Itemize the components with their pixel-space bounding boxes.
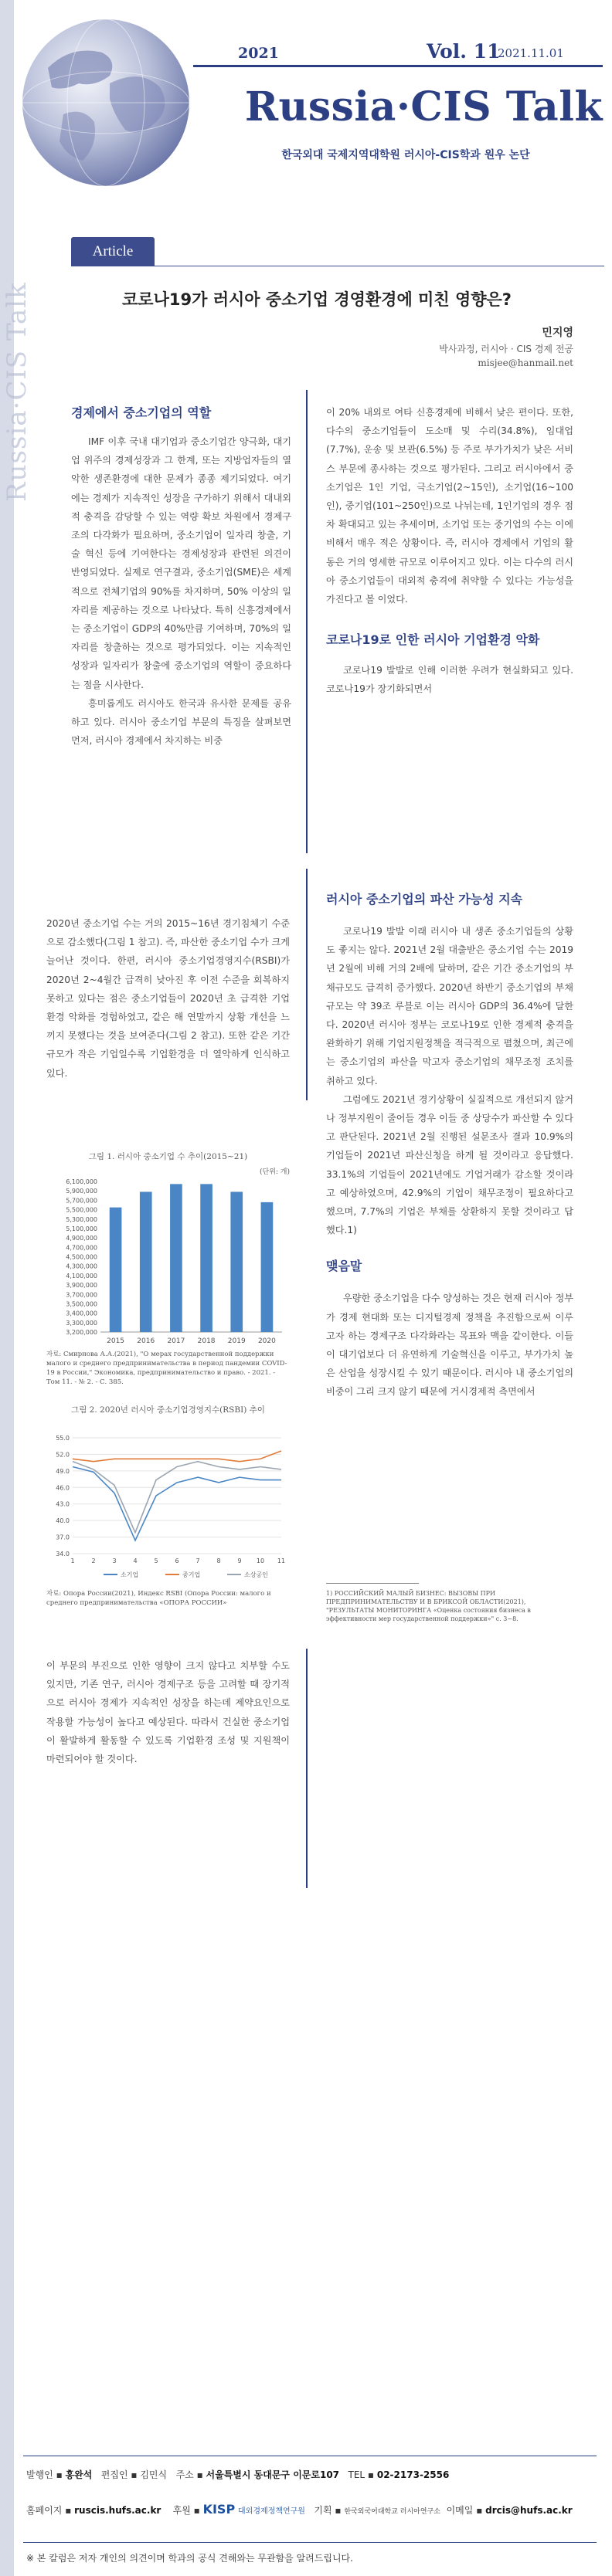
homepage-link[interactable]: ruscis.hufs.ac.kr (74, 2505, 162, 2516)
author-email[interactable]: misjee@hanmail.net (478, 358, 573, 368)
figure1-caption: 그림 1. 러시아 중소기업 수 추이(2015~21) (88, 1152, 248, 1161)
x-tick-label: 5 (154, 1557, 158, 1564)
issue-year: 2021 (238, 45, 279, 62)
figure1-unit: (단위: 개) (260, 1168, 290, 1176)
series-line (73, 1462, 281, 1533)
tel-label: TEL (348, 2469, 366, 2480)
x-tick-label: 2018 (197, 1337, 216, 1345)
legend-label: 중기업 (182, 1571, 201, 1578)
y-tick-label: 6,100,000 (66, 1178, 97, 1185)
globe-icon (17, 14, 195, 192)
y-tick-label: 5,500,000 (66, 1206, 97, 1214)
editor-label: 편집인 (100, 2469, 128, 2480)
body-text (71, 432, 291, 750)
y-tick-label: 4,900,000 (66, 1235, 97, 1242)
section-heading: 맺음말 (326, 1259, 362, 1274)
y-tick-label: 49.0 (56, 1467, 70, 1475)
homepage-label: 홈페이지 (26, 2505, 63, 2516)
sponsor-label: 후원 (172, 2505, 191, 2516)
x-tick-label: 8 (216, 1557, 221, 1564)
bar (230, 1191, 243, 1332)
figure1-bar-chart (46, 1175, 294, 1353)
column-divider (306, 1649, 308, 1888)
x-tick-label: 11 (277, 1557, 286, 1564)
left-column-2 (46, 914, 290, 1083)
x-tick-label: 9 (237, 1557, 242, 1564)
x-tick-label: 2 (91, 1557, 96, 1564)
y-tick-label: 5,700,000 (66, 1197, 97, 1205)
x-tick-label: 1 (70, 1557, 75, 1564)
figure2-caption: 그림 2. 2020년 러시아 중소기업경영지수(RSBI) 추이 (71, 1405, 265, 1415)
footnote-rule (326, 1583, 419, 1584)
y-tick-label: 3,200,000 (66, 1329, 97, 1336)
figure2-source: 자료: Опора России(2021), Индекс RSBI (Опора России: малого и среднего предпринимательства «ОПОРА РОССИИ» (46, 1590, 271, 1607)
y-tick-label: 4,300,000 (66, 1263, 97, 1270)
body-text (326, 1289, 573, 1401)
paragraph: 그럼에도 2021년 경기상황이 실질적으로 개선되지 않거나 정부지원이 줄어들 경우 이들 중 상당수가 파산할 수 있다고 판단된다. 2021년 2월 진행된 설문조사 결과 10.9%의 기업들이 2021년 파산신청을 하게 될 것이라고 응답했다. 33.1%의 기업들이 2021년에도 기업거래가 감소할 것이라고 예상하였으며, 42.9%의 기업이 채무조정이 필요하다고 했으며, 7.7%의 기업은 부채를 상환하지 못할 것이라고 답했다.1) (326, 1093, 573, 1236)
y-tick-label: 43.0 (56, 1500, 70, 1508)
paragraph: 이 20% 내외로 여타 신흥경제에 비해서 낮은 편이다. 또한, 다수의 중소기업들이 도소매 및 수리(34.8%), 임대업(7.7%), 운송 및 보관(6.5%) 등 주로 부가가치가 낮은 서비스 부문에 종사하는 것으로 평가된다. 그리고 러시아에서 중소기업은 1인 기업, 극소기업(2~15인), 소기업(16~100인), 중기업(101~250인)으로 나뉘는데, 1인기업의 경우 점차 확대되고 있는 추세이며, 소기업 또는 중기업의 수는 이에 비해서 매우 적은 상황이다. 즉, 러시아 경제에서 기업의 활동은 거의 영세한 규모로 이루어지고 있다. 이는 다수의 러시아 중소기업들이 대외적 충격에 취약할 수 있다는 가능성을 가진다고 볼 이었다. (326, 407, 573, 605)
footer-line1: 발행인 ▪ 홍완석 편집인 ▪ 김민식 주소 ▪ 서울특별시 동대문구 이문로107 TEL ▪ 02-2173-2556 (26, 2469, 450, 2480)
tel: 02-2173-2556 (376, 2469, 450, 2480)
address-label: 주소 (175, 2469, 194, 2480)
paragraph: 코로나19 발발로 인해 이러한 우려가 현실화되고 있다. 코로나19가 장기화되면서 (326, 665, 573, 695)
y-tick-label: 3,700,000 (66, 1291, 97, 1299)
body-text (46, 914, 290, 1083)
y-tick-label: 3,900,000 (66, 1282, 97, 1290)
author-affiliation: 박사과정, 러시아 · CIS 경제 전공 (439, 344, 573, 354)
column-divider (306, 390, 308, 853)
left-column-1 (71, 402, 291, 750)
series-line (73, 1451, 281, 1462)
kisp-logo: KISP (202, 2502, 236, 2517)
section-heading: 경제에서 중소기업의 역할 (71, 405, 212, 420)
address: 서울특별시 동대문구 이문로107 (206, 2469, 340, 2480)
x-tick-label: 3 (112, 1557, 117, 1564)
section-heading: 러시아 중소기업의 파산 가능성 지속 (326, 892, 523, 907)
bar (110, 1208, 122, 1332)
footer-rule (23, 2542, 597, 2543)
body-text (46, 1656, 290, 1768)
newsletter-subtitle: 한국외대 국제지역대학원 러시아-CIS학과 원우 논단 (281, 149, 530, 161)
body-text (326, 403, 573, 608)
right-column-1 (326, 403, 573, 699)
paragraph: 2020년 중소기업 수는 거의 2015~16년 경기침체기 수준으로 감소했다(그림 1 참고). 즉, 파산한 중소기업 수가 크게 늘어난 것이다. 한편, 러시아 중소기업경영지수(RSBI)가 2020년 2~4월간 급격히 낮아진 후 이전 수준을 회복하지 못하고 있다는 점은 중소기업들이 2020년 초 급격한 기업환경 악화를 경험하였고, 같은 해 연말까지 상황 개선을 느끼지 못했다는 것을 보여준다(그림 2 참고). 또한 같은 기간 규모가 작은 기업일수록 기업환경을 더 열악하게 인식하고 있다. (46, 918, 291, 1079)
newsletter-title: Russia·CIS Talk (244, 83, 603, 130)
y-tick-label: 3,400,000 (66, 1310, 97, 1317)
y-tick-label: 5,900,000 (66, 1188, 97, 1195)
email-label: 이메일 (446, 2505, 474, 2516)
y-tick-label: 3,300,000 (66, 1319, 97, 1327)
bar (200, 1184, 212, 1332)
x-tick-label: 10 (256, 1557, 265, 1564)
figure2-line-chart (46, 1433, 294, 1588)
y-tick-label: 3,500,000 (66, 1300, 97, 1308)
x-tick-label: 7 (196, 1557, 200, 1564)
y-tick-label: 37.0 (56, 1534, 70, 1541)
x-tick-label: 2019 (227, 1337, 246, 1345)
footnote: 1) РОССИЙСКИЙ МАЛЫЙ БИЗНЕС: ВЫЗОВЫ ПРИ ПРЕДПРИНИМАТЕЛЬСТВУ И В БРИКСОЙ ОБЛАСТИ(2021), "РЕЗУЛЬТАТЫ МОНИТОРИНГА «Оценка состояния бизнеса в эффективности мер государственной поддержки»" с. 3~8. (326, 1590, 531, 1622)
figure1-source: 자료: Смирнова А.А.(2021), "О мерах государственной поддержки малого и среднего предпринимательства в период пандемии COVID-19 в России," Экономика, предпринимательство и право. - 2021. - Том 11. - № 2. - С. 385. (46, 1351, 287, 1386)
paragraph: IMF 이후 국내 대기업과 중소기업간 양극화, 대기업 위주의 경제성장과 그 한계, 또는 지방업자들의 열악한 생존환경에 대한 문제가 종종 제기되었다. 여기에는 경제가 지속적인 성장을 구가하기 위해서 대내외적 충격을 감당할 수 있는 역량 확보 차원에서 경제구조의 다각화가 필요하며, 중소기업이 일자리 창출, 기술 혁신 등에 기여한다는 경제성장과 관련된 의견이 반영되었다. 실제로 연구결과, 중소기업(SME)은 세계적으로 전체기업의 90%를 차지하며, 50% 이상의 일자리를 제공하는 것으로 나타났다. 특히 신흥경제에서는 중소기업이 GDP의 40%만큼 기여하며, 70%의 일자리를 창출하는 것으로 평가되었다. 이는 지속적인 성장과 일자리가 창출에 중소기업의 역할이 중요하다는 점을 시사한다. (71, 436, 291, 690)
bar (140, 1191, 152, 1332)
bar (170, 1184, 182, 1332)
paragraph: 코로나19 발발 이래 러시아 내 생존 중소기업들의 상황도 좋지는 않다. 2021년 2월 대출받은 중소기업 수는 2019년 2월에 비해 거의 2배에 달하며, 같은 기간 중소기업의 부채규모도 급격히 증가했다. 2020년 하반기 중소기업의 부채규모는 약 39조 루블로 이는 러시아 GDP의 36.4%에 달한다. 2020년 러시아 정부는 코로나19로 인한 경제적 충격을 완화하기 위해 기업지원정책을 적극적으로 펼쳤으며, 최근에는 중소기업의 파산을 막고자 중소기업의 채무조정 조치를 취하고 있다. (326, 926, 573, 1086)
section-heading: 코로나19로 인한 러시아 기업환경 악화 (326, 632, 540, 648)
x-tick-label: 2017 (167, 1337, 185, 1345)
footer-email[interactable]: drcis@hufs.ac.kr (485, 2505, 573, 2516)
y-tick-label: 5,100,000 (66, 1225, 97, 1232)
body-text (326, 661, 573, 698)
x-tick-label: 6 (175, 1557, 179, 1564)
x-tick-label: 2015 (107, 1337, 125, 1345)
disclaimer: ※ 본 칼럼은 저자 개인의 의견이며 학과의 공식 견해와는 무관함을 알려드립니다. (26, 2553, 353, 2564)
y-tick-label: 55.0 (56, 1435, 70, 1442)
paragraph: 이 부문의 부진으로 인한 영향이 크지 않다고 치부할 수도 있지만, 기존 연구, 러시아 경제구조 등을 고려할 때 장기적으로 러시아 경제가 지속적인 성장을 하는데 제약요인으로 작용할 가능성이 높다고 예상된다. 따라서 건실한 중소기업이 활발하게 활동할 수 있도록 기업환경 조성 및 지원책이 마련되어야 할 것이다. (46, 1660, 290, 1765)
y-tick-label: 52.0 (56, 1451, 70, 1459)
bar (261, 1202, 274, 1332)
kisp-subtitle: 대외경제정책연구원 (238, 2507, 305, 2516)
publisher: 홍완석 (65, 2469, 93, 2480)
y-tick-label: 46.0 (56, 1484, 70, 1492)
article-tag: Article (71, 237, 155, 266)
header-rule (193, 65, 603, 67)
x-tick-label: 4 (133, 1557, 138, 1564)
issue-date: 2021.11.01 (498, 46, 564, 60)
author-name: 민지영 (542, 327, 573, 339)
right-column-2 (326, 888, 573, 1402)
x-tick-label: 2016 (137, 1337, 155, 1345)
body-text (326, 922, 573, 1239)
y-tick-label: 4,500,000 (66, 1253, 97, 1261)
issue-volume: Vol. 11 (427, 40, 501, 63)
paragraph: 우량한 중소기업을 다수 양성하는 것은 현재 러시아 정부가 경제 현대화 또는 디지털경제 정책을 추진함으로써 이루고자 하는 경제구조 다각화라는 목표와 맥을 같이한다. 이들이 대기업보다 더 유연하게 기술혁신을 이루고, 부가가치 높은 산업을 성장시킬 수 있기 때문이다. 러시아 내 중소기업의 비중이 그리 크지 않기 때문에 거시경제적 측면에서 (326, 1293, 573, 1398)
left-column-3 (46, 1656, 290, 1768)
article-title: 코로나19가 러시아 중소기업 경영환경에 미친 영향은? (122, 290, 512, 309)
editor: 김민식 (140, 2469, 168, 2480)
plan-org: 한국외국어대학교 러시아연구소 (344, 2508, 440, 2516)
legend-label: 소기업 (121, 1571, 139, 1578)
y-tick-label: 4,100,000 (66, 1272, 97, 1280)
publisher-label: 발행인 (26, 2469, 53, 2480)
legend-label: 소상공인 (244, 1571, 268, 1578)
y-tick-label: 40.0 (56, 1517, 70, 1525)
column-divider (306, 869, 308, 1100)
side-watermark: Russia·CIS Talk (2, 282, 32, 502)
y-tick-label: 4,700,000 (66, 1244, 97, 1252)
paragraph: 흥미롭게도 러시아도 한국과 유사한 문제를 공유하고 있다. 러시아 중소기업 부문의 특징을 살펴보면 먼저, 러시아 경제에서 차지하는 비중 (71, 697, 291, 747)
y-tick-label: 34.0 (56, 1551, 70, 1557)
y-tick-label: 5,300,000 (66, 1215, 97, 1223)
plan-label: 기획 (314, 2505, 332, 2516)
footer-line2: 홈페이지 ▪ ruscis.hufs.ac.kr 후원 ▪ KISP 대외경제정책연구원 기획 ▪ 한국외국어대학교 러시아연구소 이메일 ▪ drcis@hufs.ac.kr (26, 2502, 573, 2517)
x-tick-label: 2020 (257, 1337, 276, 1345)
